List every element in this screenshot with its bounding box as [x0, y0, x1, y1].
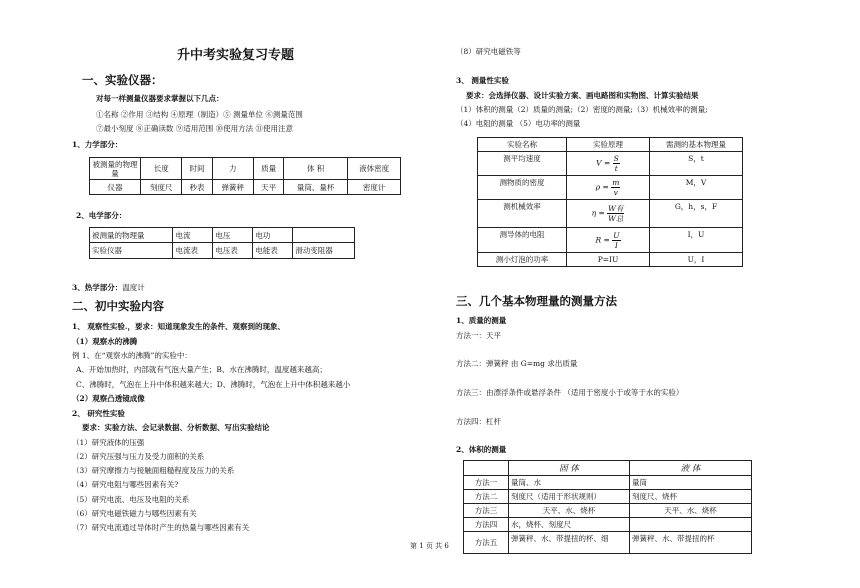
- table-cell: 量筒: [630, 476, 752, 490]
- table-cell: 水，烧杯、刻度尺: [509, 518, 630, 532]
- formula-fraction: [611, 178, 620, 197]
- table-cell: U，I: [650, 253, 743, 267]
- section3-heading: 三、几个基本物理量的测量方法: [456, 294, 617, 308]
- table-cell: 电流: [173, 228, 213, 243]
- heat-line: [72, 283, 145, 293]
- table-cell: 量筒、水: [509, 476, 630, 490]
- table-cell: 长度: [141, 158, 182, 180]
- table-cell: 电能表: [253, 243, 293, 259]
- section1-intro: 对每一样测量仪器要求掌握以下几点：: [96, 94, 224, 103]
- formula-eq: =: [603, 158, 611, 168]
- table-header: [464, 461, 509, 476]
- formula-fraction: [612, 231, 620, 250]
- table-cell: 天平: [254, 180, 284, 195]
- table-cell: 弹簧秤、水、带提扭的杯、细: [509, 532, 630, 554]
- table-cell: 天平、水、烧杯: [509, 504, 630, 518]
- formula-lhs: η: [591, 208, 597, 218]
- item2: 2、 研究性实验: [72, 409, 125, 418]
- table-cell: 测小灯泡的功率: [478, 253, 567, 267]
- table-cell: 被测量的物理量: [90, 158, 141, 180]
- list-item: （3）研究摩擦力与接触面粗糙程度及压力的关系: [72, 466, 235, 475]
- table-header: 固 体: [509, 461, 630, 476]
- formula-cell: [567, 176, 650, 200]
- volume-table: [463, 460, 752, 554]
- table-cell: 刻度尺（适用于形状规则）: [509, 490, 630, 504]
- mechanics-table: [89, 157, 401, 195]
- denominator: v: [613, 188, 618, 197]
- list-item: （2）研究压强与压力及受力面积的关系: [72, 452, 205, 461]
- table-cell: 量筒、量杯: [284, 180, 348, 195]
- formula-eq: =: [598, 208, 605, 218]
- table-cell: 仪器: [90, 180, 141, 195]
- table-cell: I，U: [650, 228, 743, 253]
- table-cell: 密度计: [348, 180, 401, 195]
- table-cell: [630, 518, 752, 532]
- table-cell: 体 积: [284, 158, 348, 180]
- table-cell: [293, 228, 355, 243]
- example-line: 例 1、在“观察水的沸腾”的实验中：: [72, 351, 192, 360]
- formula-fraction: [613, 154, 620, 173]
- table-cell: 液体密度: [348, 158, 401, 180]
- formula-fraction: [607, 204, 624, 223]
- list-item: （4）研究电阻与哪些因素有关?: [72, 480, 179, 489]
- table-cell: 被测量的物理量: [90, 228, 173, 243]
- list-item: （8）研究电磁铁等: [456, 47, 521, 56]
- numerator: W有: [608, 204, 624, 213]
- table-cell: 弹簧秤: [212, 180, 253, 195]
- table-cell: 力: [212, 158, 253, 180]
- points-line-2: ⑦最小刻度 ⑧正确读数 ⑨适用范围 ⑩使用方法 ⑪使用注意: [96, 124, 294, 133]
- measure-line-1: （1）体积的测量（2）质量的测量;（2）密度的测量;（3）机械效率的测量;: [456, 105, 708, 114]
- formula-eq: =: [602, 182, 609, 192]
- list-item: （6）研究电磁铁磁力与哪些因素有关: [72, 509, 197, 518]
- table-header: 需测的基本物理量: [650, 138, 743, 152]
- numerator: U: [613, 230, 620, 240]
- denominator: W总: [608, 214, 624, 223]
- mass-method-4: 方法四：杠杆: [456, 417, 501, 426]
- heat-label: 3、热学部分：: [72, 283, 123, 292]
- list-item: （5）研究电流、电压及电阻的关系: [72, 495, 190, 504]
- table-cell: 电压: [213, 228, 253, 243]
- table-header: 液 体: [630, 461, 752, 476]
- table-cell: 滑动变阻器: [293, 243, 355, 259]
- formula-cell: [567, 200, 650, 228]
- mechanics-label: 1、力学部分：: [72, 140, 123, 149]
- table-cell: 天平、水、烧杯: [630, 504, 752, 518]
- item1: 1、 观察性实验.，要求：知道现象发生的条件、观察到的现象、: [72, 322, 285, 331]
- heat-value: 温度计: [122, 283, 145, 292]
- table-cell: 电功: [253, 228, 293, 243]
- electrical-table: [89, 227, 355, 259]
- table-header: 实验名称: [478, 138, 567, 152]
- table-cell: 测导体的电阻: [478, 228, 567, 253]
- table-header: 实验原理: [567, 138, 650, 152]
- mass-label: 1、质量的测量: [456, 316, 507, 325]
- req2: 要求：实验方法、会记录数据、分析数据、写出实验结论: [82, 423, 270, 432]
- formula-lhs: R: [595, 235, 602, 244]
- mass-method-3: 方法三：由漂浮条件或悬浮条件 （适用于密度小于或等于水的实验）: [456, 388, 684, 397]
- mass-method-2: 方法二：弹簧秤 由 G=mg 求出质量: [456, 359, 578, 368]
- measure-line-2: （4）电阻的测量 （5）电功率的测量: [456, 119, 581, 128]
- denominator: I: [614, 240, 618, 250]
- formula-eq: =: [603, 235, 610, 244]
- table-cell: 测机械效率: [478, 200, 567, 228]
- table-cell: M，V: [650, 176, 743, 200]
- table-cell: 弹簧秤、水、带提扭的杯: [630, 532, 752, 554]
- denominator: t: [614, 164, 618, 173]
- volume-label: 2、体积的测量: [456, 445, 507, 454]
- table-cell: 方法四: [464, 518, 509, 532]
- table-cell: 测平均速度: [478, 152, 567, 176]
- table-cell: 秒表: [182, 180, 212, 195]
- list-item: （7）研究电流通过导体时产生的热量与哪些因素有关: [72, 523, 250, 532]
- table-cell: 方法五: [464, 532, 509, 554]
- page-title: 升中考实验复习专题: [177, 48, 295, 63]
- req3: 要求：会选择仪器、设计实验方案、画电路图和实物图、计算实验结果: [466, 91, 699, 100]
- item3: 3、 测量性实验: [456, 76, 509, 85]
- sub1: （1）观察水的沸腾: [72, 337, 138, 346]
- table-cell: 测物质的密度: [478, 176, 567, 200]
- page-footer: 第 1 页 共 6: [410, 542, 449, 550]
- section2-heading: 二、初中实验内容: [72, 299, 164, 313]
- numerator: S: [613, 154, 619, 163]
- table-cell: 时间: [182, 158, 212, 180]
- list-item: （1）研究液体的压强: [72, 438, 145, 447]
- section1-heading: 一、实验仪器：: [82, 73, 163, 87]
- numerator: m: [612, 178, 620, 187]
- option-ab: A、开始加热时，内部就有气泡大量产生；B、水在沸腾时，温度越来越高；: [76, 365, 327, 374]
- option-cd: C、沸腾时，气泡在上升中体积越来越大；D、沸腾时，气泡在上升中体积越来越小: [76, 380, 351, 389]
- table-cell: 质量: [254, 158, 284, 180]
- formula-lhs: ρ: [595, 182, 601, 192]
- formula-lhs: V: [596, 158, 602, 168]
- table-cell: 方法二: [464, 490, 509, 504]
- table-cell: 电压表: [213, 243, 253, 259]
- table-cell: 刻度尺: [141, 180, 182, 195]
- table-cell: G，h，s，F: [650, 200, 743, 228]
- mass-method-1: 方法一：天平: [456, 331, 501, 340]
- sub2: （2）观察凸透镜成像: [72, 394, 145, 403]
- table-cell: 实验仪器: [90, 243, 173, 259]
- table-cell: P=IU: [567, 253, 650, 267]
- table-cell: S，t: [650, 152, 743, 176]
- table-cell: 方法三: [464, 504, 509, 518]
- measurement-table: [477, 137, 743, 267]
- electrical-label: 2、电学部分：: [76, 211, 127, 220]
- formula-cell: [567, 152, 650, 176]
- table-cell: 电流表: [173, 243, 213, 259]
- table-cell: 方法一: [464, 476, 509, 490]
- points-line-1: ①名称 ②作用 ③结构 ④原理（制造）⑤ 测量单位 ⑥测量范围: [96, 110, 303, 119]
- formula-cell: [567, 228, 650, 253]
- table-cell: 刻度尺、烧杯: [630, 490, 752, 504]
